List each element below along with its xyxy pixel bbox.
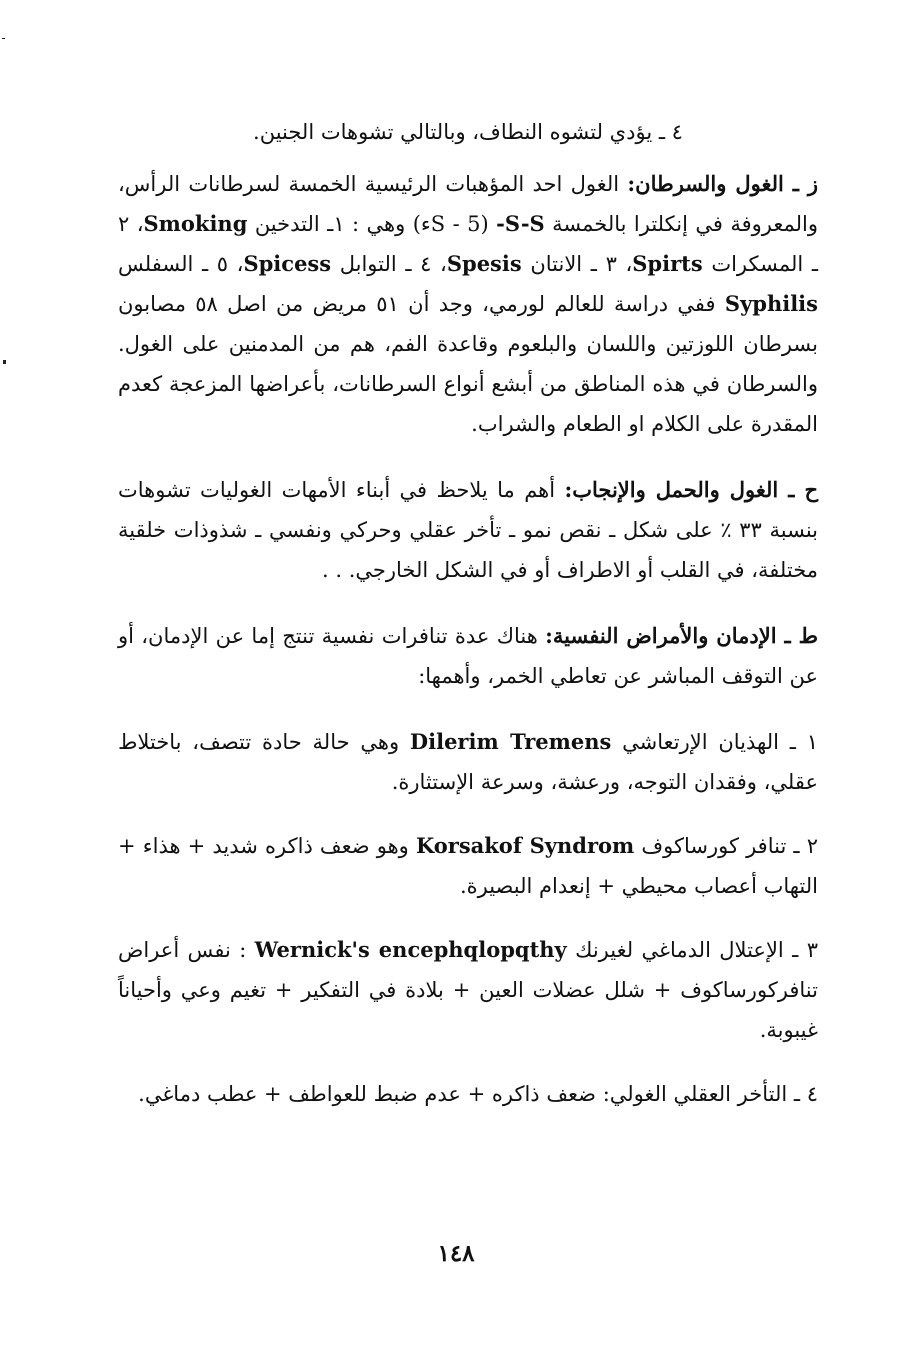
list-item-prefix: ١ ـ الهذيان الإرتعاشي (611, 730, 818, 754)
paragraph-text: ، ٥ ـ السفلس (118, 252, 244, 276)
latin-term: Syphilis (724, 291, 818, 316)
latin-term: Spirts (632, 251, 703, 276)
list-item (118, 1074, 818, 1114)
latin-term: Korsakof Syndrom (415, 833, 635, 858)
paragraph-text: (5 - Sء) وهي : ١ـ التدخين (247, 212, 497, 236)
page-number: ١٤٨ (437, 1240, 475, 1267)
section-title: ز ـ الغول والسرطان: (627, 171, 818, 196)
paragraph-text: الغول احد المؤهبات الرئيسية الخمسة لسرطانات الرأس، والمعروفة في إنكلترا بالخمسة (118, 172, 819, 236)
section-alcohol-and-cancer (118, 164, 818, 444)
edge-scan-mark (2, 38, 5, 39)
section-title: ح ـ الغول والحمل والإنجاب: (564, 477, 818, 502)
latin-term: Wernick's encephqlopqthy (254, 937, 567, 962)
latin-term: Spesis (446, 251, 522, 276)
latin-term: Dilerim Tremens (409, 729, 612, 754)
paragraph-text: ففي دراسة للعالم لورمي، وجد أن ٥١ مريض من اصل ٥٨ مصابون بسرطان اللوزتين واللسان والبلعوم وقاعدة الفم، هم من المدمنين على الغول. والسرطان في هذه المناطق من أبشع أنواع السرطانات، بأعراضها المزعجة كعدم المقدرة على الكلام او الطعام والشراب. (118, 292, 818, 436)
section-addiction-psychiatric-disorders (118, 616, 818, 696)
paragraph-text: ، ٣ ـ الانتان (521, 252, 633, 276)
section-alcohol-pregnancy (118, 470, 818, 590)
latin-term: Spicess (243, 251, 332, 276)
paragraph-text: هناك عدة تنافرات نفسية تنتج إما عن الإدمان، أو عن التوقف المباشر عن تعاطي الخمر، وأهمها: (118, 624, 818, 688)
paragraph-text: ، ٤ ـ التوابل (331, 252, 447, 276)
list-item-prefix: ٢ ـ تنافر كورساكوف (634, 834, 819, 858)
list-item-text: ٤ ـ التأخر العقلي الغولي: ضعف ذاكره + عدم ضبط للعواطف + عطب دماغي. (138, 1082, 818, 1106)
list-item-prefix: ٣ ـ الإعتلال الدماغي لغيرنك (566, 938, 818, 962)
paragraph-text: ، ٢ ـ المسكرات (118, 212, 819, 276)
list-item-text: وهو ضعف ذاكره شديد + هذاء + التهاب أعصاب محيطي + إنعدام البصيرة. (118, 834, 818, 898)
paragraph-text: ٤ ـ يؤدي لتشوه النطاف، وبالتالي تشوهات الجنين. (253, 120, 683, 144)
list-item-text: وهي حالة حادة تتصف، باختلاط عقلي، وفقدان التوجه، ورعشة، وسرعة الإستثارة. (118, 730, 818, 794)
edge-scan-mark (3, 360, 6, 364)
formula-text: -S-S (496, 211, 545, 236)
list-item-text: : نفس أعراض تنافركورساكوف + شلل عضلات العين + بلادة في التفكير + تغيم وعي وأحياناً غيبوبة. (118, 938, 818, 1042)
list-item (118, 722, 818, 802)
document-body (118, 112, 818, 1138)
section-title: ط ـ الإدمان والأمراض النفسية: (545, 623, 818, 648)
paragraph-item-4 (118, 112, 818, 152)
paragraph-text: أهم ما يلاحظ في أبناء الأمهات الغوليات تشوهات بنسبة ٣٣ ٪ على شكل ـ نقص نمو ـ تأخر عقلي وحركي ونفسي ـ شذوذات خلقية مختلفة، في القلب أو الاطراف أو في الشكل الخارجي. . . (118, 478, 819, 582)
latin-term: Smoking (143, 211, 248, 236)
list-item (118, 930, 818, 1050)
list-item (118, 826, 818, 906)
